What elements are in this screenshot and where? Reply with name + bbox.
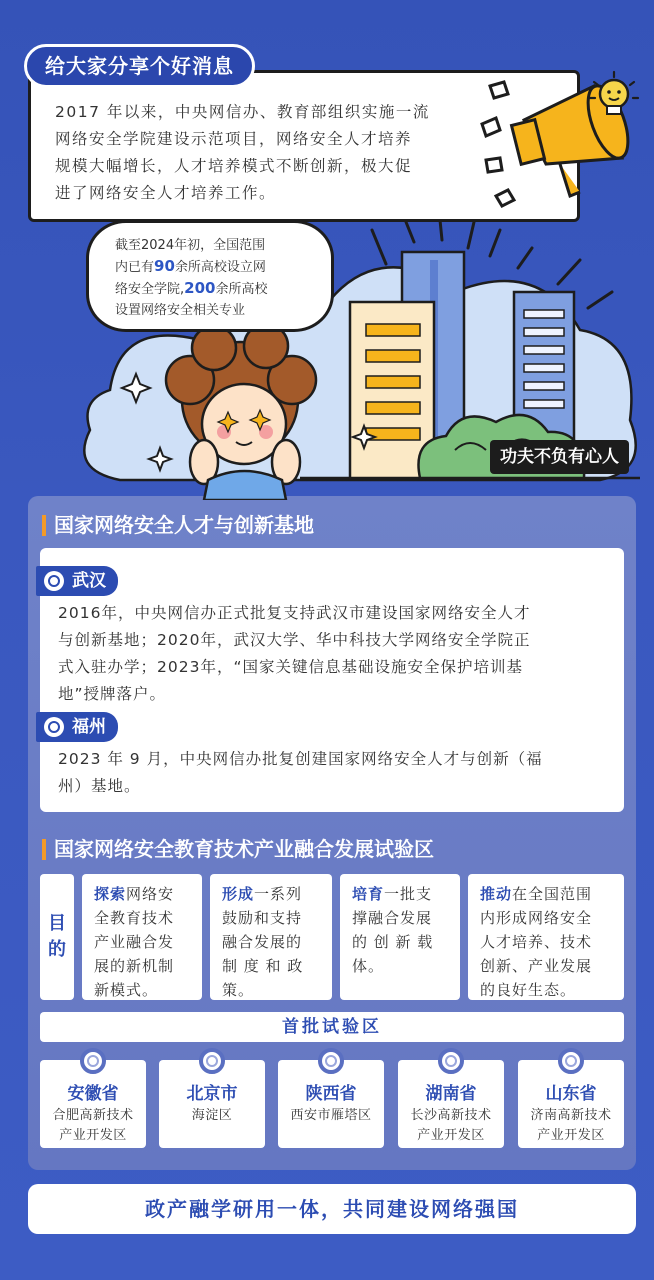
zone-area: 合肥高新技术 [52, 1108, 134, 1123]
location-pin-icon [438, 1048, 464, 1074]
batch-title-bar: 首批试验区 [40, 1012, 624, 1042]
goal-text: 鼓励和支持 [222, 909, 303, 927]
zone-province: 山东省 [545, 1084, 597, 1104]
city-name: 福州 [72, 717, 106, 737]
goal-text: 创新、产业发展 [480, 957, 593, 975]
text-line: 2016年，中央网信办正式批复支持武汉市建设国家网络安全人才 [58, 604, 531, 622]
zone-area: 济南高新技术 [530, 1108, 612, 1123]
goal-text: 人才培养、技术 [480, 933, 593, 951]
zone-province: 湖南省 [425, 1084, 477, 1104]
intro-line: 网络安全学院建设示范项目，网络安全人才培养 [55, 130, 413, 148]
bubble-line: 截至2024年初，全国范围 [115, 238, 266, 253]
goal-keyword: 探索 [94, 885, 127, 903]
headline-tag: 给大家分享个好消息 [24, 44, 255, 88]
goal-text: 全教育技术 [94, 909, 175, 927]
city-description-wuhan [58, 600, 612, 708]
goal-keyword: 形成 [222, 885, 255, 903]
bubble-line [115, 278, 317, 300]
zone-area: 西安市雁塔区 [290, 1108, 372, 1123]
globe-icon [44, 571, 64, 591]
city-tag-wuhan [36, 566, 118, 596]
section-title-base: 国家网络安全人才与创新基地 [42, 510, 314, 540]
lightbulb-icon [588, 70, 640, 128]
zone-card-anhui [40, 1060, 146, 1148]
bubble-line [115, 256, 317, 278]
text-line: 与创新基地；2020年，武汉大学、华中科技大学网络安全学院正 [58, 631, 531, 649]
goal-keyword: 培育 [352, 885, 385, 903]
zone-card-shandong [518, 1060, 624, 1148]
zone-province: 安徽省 [67, 1084, 119, 1104]
goal-text: 一批支 [384, 885, 433, 903]
zone-card-shaanxi [278, 1060, 384, 1148]
goal-text: 一系列 [254, 885, 303, 903]
goal-text: 策。 [222, 981, 255, 999]
zone-card-beijing [159, 1060, 265, 1148]
bubble-text: 络安全学院, [115, 282, 185, 297]
goal-card-explore [82, 874, 202, 1000]
base-card [40, 548, 624, 812]
globe-icon [44, 717, 64, 737]
bubble-text: 余所高校设立网 [174, 260, 266, 275]
bubble-line: 设置网络安全相关专业 [115, 303, 246, 318]
bubble-text: 余所高校 [215, 282, 268, 297]
text-line: 2023 年 9 月，中央网信办批复创建国家网络安全人才与创新（福 [58, 750, 543, 768]
goal-text: 体。 [352, 957, 385, 975]
city-tag-fuzhou [36, 712, 118, 742]
goal-text: 制 度 和 政 [222, 957, 304, 975]
zone-area: 海淀区 [191, 1108, 233, 1123]
goal-keyword: 推动 [480, 885, 513, 903]
location-pin-icon [80, 1048, 106, 1074]
text-line: 式入驻办学；2023年，“国家关键信息基础设施安全保护培训基 [58, 658, 523, 676]
major-count: 200 [184, 279, 216, 297]
goal-text: 在全国范围 [512, 885, 593, 903]
section-title-zone: 国家网络安全教育技术产业融合发展试验区 [42, 834, 434, 864]
intro-line: 规模大幅增长，人才培养模式不断创新，极大促 [55, 157, 413, 175]
zone-area: 产业开发区 [417, 1128, 485, 1143]
goal-text: 内形成网络安全 [480, 909, 593, 927]
goal-label [40, 874, 74, 1000]
intro-line: 进了网络安全人才培养工作。 [55, 184, 277, 202]
goal-text: 的良好生态。 [480, 981, 577, 999]
goal-text: 产业融合发 [94, 933, 175, 951]
zone-province: 陕西省 [305, 1084, 357, 1104]
goal-label-char: 目 [48, 913, 66, 934]
goal-text: 融合发展的 [222, 933, 303, 951]
location-pin-icon [558, 1048, 584, 1074]
stats-bubble [86, 220, 334, 332]
goal-label-char: 的 [48, 939, 66, 960]
goal-text: 撑融合发展 [352, 909, 433, 927]
goal-text: 的 创 新 载 [352, 933, 434, 951]
zone-area: 产业开发区 [537, 1128, 605, 1143]
goal-card-cultivate [340, 874, 460, 1000]
location-pin-icon [199, 1048, 225, 1074]
city-description-fuzhou [58, 746, 612, 800]
bubble-text: 内已有 [115, 260, 155, 275]
zone-card-hunan [398, 1060, 504, 1148]
goal-text: 网络安 [126, 885, 175, 903]
zone-province: 北京市 [186, 1084, 238, 1104]
text-line: 州）基地。 [58, 777, 141, 795]
text-line: 地”授牌落户。 [58, 685, 167, 703]
college-count: 90 [154, 257, 175, 275]
goal-card-form [210, 874, 332, 1000]
zone-area: 长沙高新技术 [410, 1108, 492, 1123]
location-pin-icon [318, 1048, 344, 1074]
caption-badge: 功夫不负有心人 [490, 440, 629, 474]
city-name: 武汉 [72, 571, 106, 591]
content-panel [28, 496, 636, 1170]
intro-line: 2017 年以来，中央网信办、教育部组织实施一流 [55, 103, 430, 121]
goal-text: 展的新机制 [94, 957, 175, 975]
footer-slogan: 政产融学研用一体，共同建设网络强国 [28, 1184, 636, 1234]
goal-card-promote [468, 874, 624, 1000]
zone-area: 产业开发区 [59, 1128, 127, 1143]
goal-text: 新模式。 [94, 981, 159, 999]
